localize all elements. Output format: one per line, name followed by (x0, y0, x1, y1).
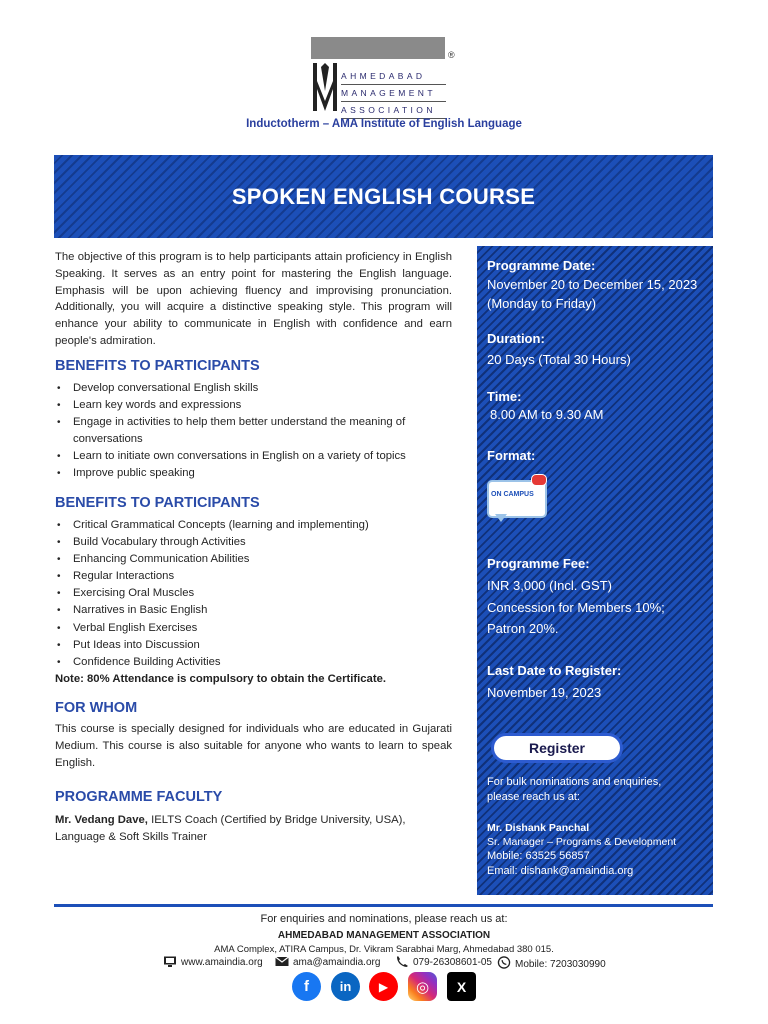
facebook-icon[interactable]: f (292, 972, 321, 1001)
ama-logo (311, 37, 461, 117)
course-title: SPOKEN ENGLISH COURSE (231, 183, 536, 209)
list-item: • Engage in activities to help them better understand the meaning of conversations (55, 414, 452, 448)
title-banner (54, 155, 713, 238)
for-whom-heading: FOR WHOM (55, 700, 138, 716)
logo-line-3: ASSOCIATION (341, 102, 446, 119)
register-button[interactable] (491, 733, 623, 763)
benefits-heading-1: BENEFITS TO PARTICIPANTS (55, 358, 260, 374)
list-item: • Confidence Building Activities (55, 654, 452, 671)
intro-paragraph: The objective of this program is to help participants attain proficiency in English Speaking. It serves as an entry point for mastering the English language. Emphasis will be upon achieving fluency and improvising pronunciation. Additionally, you will acquire a distinctive speaking style. This program will enhance your ability to communicate in English with confidence and earn people's admiration. (55, 251, 452, 347)
attendance-note: Note: 80% Attendance is compulsory to obtain the Certificate. (55, 673, 387, 685)
contact-email[interactable]: Email: dishank@amaindia.org (487, 865, 634, 877)
bulk-line-2: please reach us at: (487, 791, 580, 803)
info-sidebar (477, 246, 713, 895)
contact-mobile: Mobile: 63525 56857 (487, 850, 590, 862)
last-date-value: November 19, 2023 (487, 685, 602, 700)
programme-date-value: November 20 to December 15, 2023 (487, 277, 698, 292)
format-label: Format: (487, 448, 536, 463)
institute-subtitle: Inductotherm – AMA Institute of English Language (246, 118, 522, 130)
list-item: • Learn to initiate own conversations in English on a variety of topics (55, 448, 452, 465)
register-button-label: Register (528, 740, 586, 756)
format-badge-text: ON CAMPUS (491, 491, 534, 498)
list-item: • Regular Interactions (55, 568, 452, 585)
list-item: • Improve public speaking (55, 465, 452, 482)
list-item: • Exercising Oral Muscles (55, 585, 452, 602)
list-item: • Build Vocabulary through Activities (55, 534, 452, 551)
benefits-heading-2: BENEFITS TO PARTICIPANTS (55, 495, 260, 511)
phone-text: 079-26308601-05 (413, 957, 492, 968)
contact-name: Mr. Dishank Panchal (487, 822, 590, 834)
list-item: • Enhancing Communication Abilities (55, 551, 452, 568)
footer-org: AHMEDABAD MANAGEMENT ASSOCIATION (277, 930, 491, 941)
time-label: Time: (487, 389, 522, 404)
faculty-heading: PROGRAMME FACULTY (55, 789, 223, 805)
footer-address: AMA Complex, ATIRA Campus, Dr. Vikram Sarabhai Marg, Ahmedabad 380 015. (214, 944, 554, 955)
programme-date-label: Programme Date: (487, 258, 596, 273)
contact-role: Sr. Manager – Programs & Development (487, 836, 677, 848)
phone-icon (395, 956, 409, 967)
fee-value: INR 3,000 (Incl. GST) (487, 578, 612, 593)
phone-item[interactable] (395, 956, 492, 968)
last-date-label: Last Date to Register: (487, 663, 622, 678)
for-whom-text: This course is specially designed for individuals who are educated in Gujarati Medium. This course is also suitable for anyone who wants to learn to speak English. (55, 723, 452, 769)
faculty-text (55, 812, 452, 846)
benefits-list-1 (55, 380, 452, 483)
footer-contacts (163, 956, 623, 970)
list-item: • Learn key words and expressions (55, 397, 452, 414)
time-value: 8.00 AM to 9.30 AM (490, 407, 604, 422)
logo-line-1: AHMEDABAD (341, 68, 446, 85)
bulk-line-1: For bulk nominations and enquiries, (487, 776, 662, 788)
registered-mark: ® (448, 50, 455, 60)
website-text: www.amaindia.org (181, 957, 263, 968)
logo-line-2: MANAGEMENT (341, 85, 446, 102)
envelope-icon (275, 956, 289, 967)
list-item: • Verbal English Exercises (55, 620, 452, 637)
ama-logo-mark-icon (311, 61, 339, 113)
intro-block (55, 249, 452, 350)
duration-label: Duration: (487, 331, 545, 346)
faculty-name: Mr. Vedang Dave, (55, 814, 148, 826)
faculty-description: IELTS Coach (Certified by Bridge University, USA), Language & Soft Skills Trainer (55, 814, 406, 843)
list-item: • Narratives in Basic English (55, 602, 452, 619)
footer-divider (54, 904, 713, 907)
footer-enquiry: For enquiries and nominations, please reach us at: (260, 913, 508, 925)
list-item: • Critical Grammatical Concepts (learning and implementing) (55, 517, 452, 534)
fee-concession: Concession for Members 10%; (487, 600, 665, 615)
instagram-icon[interactable]: ◎ (408, 972, 437, 1001)
mobile-item[interactable] (497, 956, 606, 970)
fee-patron: Patron 20%. (487, 621, 559, 636)
mobile-text: Mobile: 7203030990 (515, 959, 606, 970)
youtube-icon[interactable]: ▶ (369, 972, 398, 1001)
x-icon[interactable]: X (447, 972, 476, 1001)
whatsapp-icon (497, 956, 511, 969)
duration-value: 20 Days (Total 30 Hours) (487, 352, 631, 367)
email-text: ama@amaindia.org (293, 957, 381, 968)
website-item[interactable] (163, 956, 263, 968)
linkedin-icon[interactable]: in (331, 972, 360, 1001)
list-item: • Put Ideas into Discussion (55, 637, 452, 654)
list-item: • Develop conversational English skills (55, 380, 452, 397)
logo-bar (311, 37, 445, 59)
on-campus-badge-icon (487, 476, 545, 522)
monitor-icon (163, 956, 177, 967)
benefits-list-2 (55, 517, 452, 671)
fee-label: Programme Fee: (487, 556, 590, 571)
email-item[interactable] (275, 956, 380, 968)
programme-date-days: (Monday to Friday) (487, 296, 597, 311)
